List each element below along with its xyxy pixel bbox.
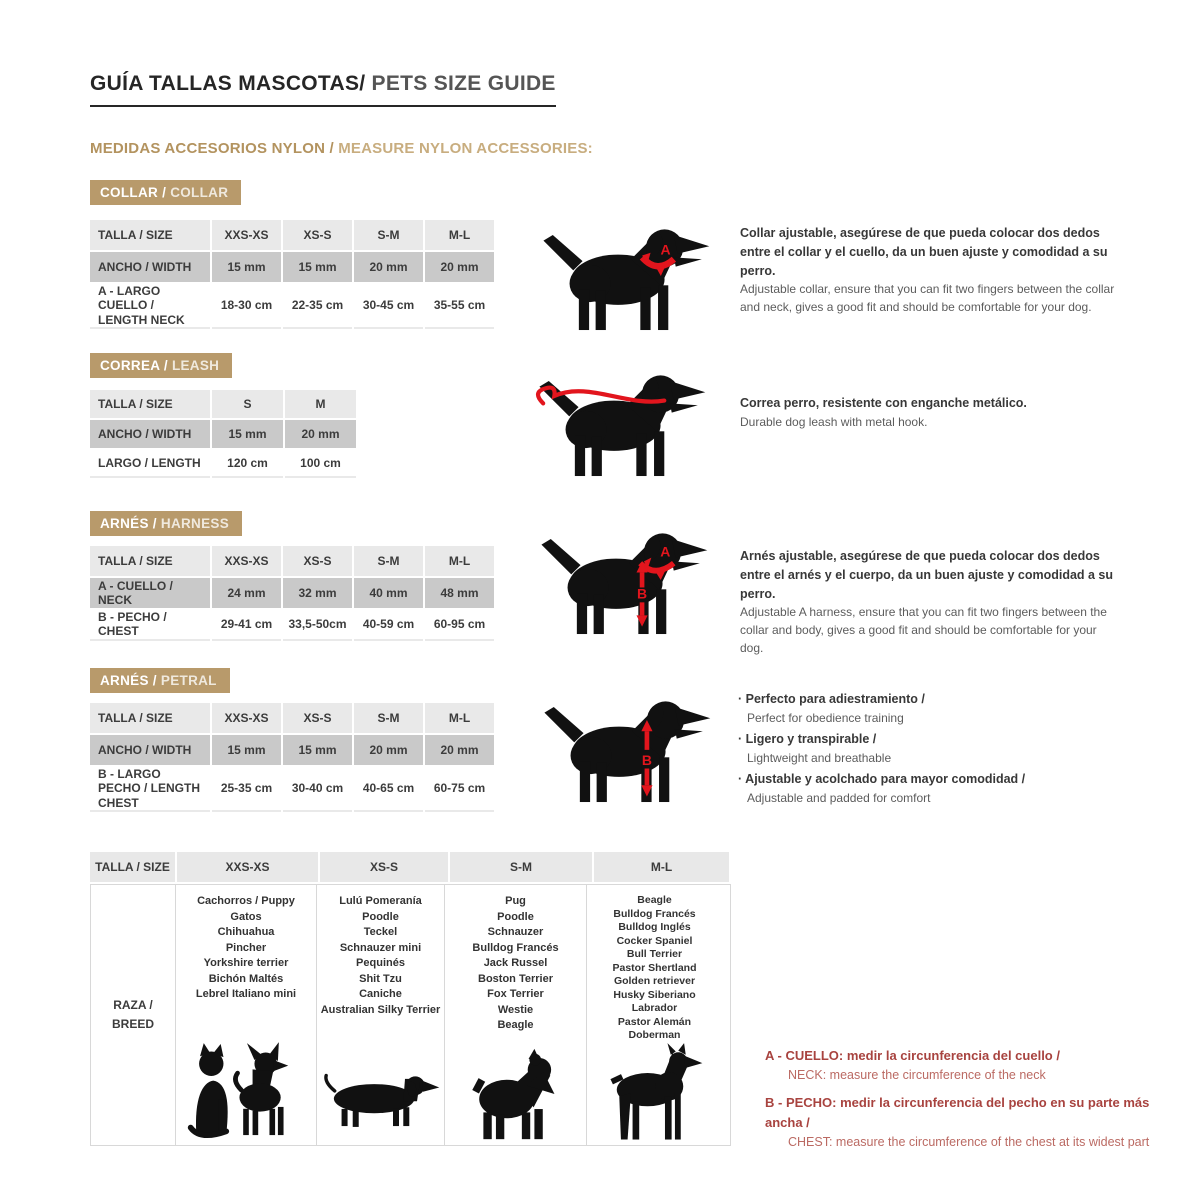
table-cell: 29-41 cm: [212, 610, 281, 641]
breed-item: Lebrel Italiano mini: [195, 988, 297, 1000]
breed-item: Golden retriever: [613, 975, 696, 987]
petral-table-header-row: [90, 703, 494, 733]
collar-section-badge: [90, 180, 241, 205]
breeds-column-m-l: [587, 885, 722, 1145]
harness-description-english: Adjustable A harness, ensure that you can fit two fingers between the collar and body, gives a good fit and should be comfortable for your dog.: [740, 605, 1107, 656]
breed-item: Bulldog Inglés: [618, 921, 691, 933]
table-cell: 32 mm: [283, 578, 352, 608]
note-chest: [765, 1093, 1185, 1153]
feature-item: [738, 730, 1128, 768]
collar-size-table: [90, 220, 494, 331]
breeds-row-label: [91, 885, 176, 1145]
cat-and-chihuahua-icon: [185, 1041, 307, 1140]
note-chest-english: CHEST: measure the circumference of the chest at its widest part: [788, 1134, 1150, 1149]
breed-item: Shit Tzu: [359, 972, 402, 985]
leash-length-row: [90, 450, 356, 478]
breed-item: Bull Terrier: [626, 948, 683, 960]
table-cell: 20 mm: [425, 735, 494, 765]
table-header-cell: XXS-XS: [212, 546, 281, 576]
note-neck-english: NECK: measure the circumference of the neck: [788, 1068, 1046, 1083]
table-header-cell: TALLA / SIZE: [90, 546, 210, 576]
table-cell: 120 cm: [212, 450, 283, 478]
table-cell: 22-35 cm: [283, 284, 352, 329]
harness-neck-row: [90, 578, 494, 608]
table-header-cell: S-M: [354, 220, 423, 250]
table-cell: 33,5-50cm: [283, 610, 352, 641]
marker-letter-b: B: [637, 585, 648, 602]
table-cell: 24 mm: [212, 578, 281, 608]
breed-item: Pincher: [225, 941, 267, 954]
feature-english: Adjustable and padded for comfort: [747, 791, 931, 806]
row-label-cell: ANCHO / WIDTH: [90, 420, 210, 448]
table-cell: 48 mm: [425, 578, 494, 608]
collar-neck-length-row: [90, 284, 494, 329]
table-cell: 15 mm: [212, 252, 281, 282]
dachshund-icon: [321, 1060, 441, 1133]
table-cell: 25-35 cm: [212, 767, 281, 812]
breed-item: Bichón Maltés: [208, 972, 284, 985]
breeds-table-body: [90, 884, 731, 1146]
table-header-cell: XS-S: [283, 703, 352, 733]
row-label-cell: B - LARGO PECHO / LENGTH CHEST: [90, 767, 210, 812]
page-title: [90, 72, 556, 107]
petral-chest-length-row: [90, 767, 494, 812]
table-header-cell: XS-S: [283, 546, 352, 576]
table-header-cell: XS-S: [283, 220, 352, 250]
leash-description-spanish: Correa perro, resistente con enganche metálico.: [740, 396, 1027, 410]
table-header-cell: S-M: [354, 546, 423, 576]
table-cell: 40 mm: [354, 578, 423, 608]
breed-item: Yorkshire terrier: [203, 957, 289, 969]
table-cell: 30-45 cm: [354, 284, 423, 329]
table-cell: 20 mm: [354, 735, 423, 765]
table-header-cell: M-L: [425, 546, 494, 576]
table-header-cell: TALLA / SIZE: [90, 852, 175, 882]
collar-description-english: Adjustable collar, ensure that you can fit two fingers between the collar and neck, gives a good fit and should be comfortable for your dog.: [740, 282, 1115, 315]
note-neck: [765, 1046, 1185, 1086]
breed-item: Chihuahua: [217, 926, 275, 938]
table-header-cell: TALLA / SIZE: [90, 390, 210, 418]
table-header-cell: S: [212, 390, 283, 418]
feature-item: [738, 690, 1128, 728]
table-header-cell: TALLA / SIZE: [90, 220, 210, 250]
table-header-cell: S-M: [450, 852, 592, 882]
row-label-line: BREED: [111, 1017, 154, 1031]
note-chest-spanish: B - PECHO: medir la circunferencia del pecho en su parte más ancha /: [765, 1094, 1150, 1130]
marker-letter-b: B: [641, 751, 652, 768]
table-cell: 15 mm: [283, 735, 352, 765]
table-header-cell: M: [285, 390, 356, 418]
harness-badge-english: HARNESS: [156, 516, 230, 531]
collar-table-header-row: [90, 220, 494, 250]
row-label-cell: ANCHO / WIDTH: [90, 252, 210, 282]
breeds-column-xs-s: [317, 885, 445, 1145]
table-cell: 40-65 cm: [354, 767, 423, 812]
feature-spanish: · Ligero y transpirable /: [738, 730, 1128, 749]
breeds-table-header: [90, 852, 731, 882]
feature-spanish: · Ajustable y acolchado para mayor comodidad /: [738, 770, 1128, 789]
harness-table-header-row: [90, 546, 494, 576]
table-header-cell: M-L: [425, 703, 494, 733]
breeds-table: [90, 852, 731, 1146]
breed-item: Husky Siberiano: [613, 988, 696, 1001]
collar-description-spanish: Collar ajustable, asegúrese de que pueda colocar dos dedos entre el collar y el cuello, da un buen ajuste y comodidad a su perro.: [740, 226, 1108, 278]
collar-badge-spanish: COLLAR /: [100, 185, 167, 200]
page-title-spanish: GUÍA TALLAS MASCOTAS/: [90, 72, 366, 95]
breed-item: Bulldog Francés: [613, 907, 696, 920]
table-header-cell: S-M: [354, 703, 423, 733]
table-cell: 60-95 cm: [425, 610, 494, 641]
table-cell: 18-30 cm: [212, 284, 281, 329]
leash-table-header-row: [90, 390, 356, 418]
petral-section-badge: [90, 668, 230, 693]
breed-item: Pug: [505, 895, 526, 907]
breed-item: Gatos: [230, 910, 262, 923]
table-header-cell: XXS-XS: [212, 703, 281, 733]
breeds-column-s-m: [445, 885, 587, 1145]
breed-item: Poodle: [362, 910, 399, 923]
harness-description: [740, 547, 1120, 657]
leash-description: [740, 394, 1120, 431]
row-label-cell: A - CUELLO / NECK: [90, 578, 210, 608]
breed-item: Schnauzer mini: [339, 941, 422, 954]
table-cell: 35-55 cm: [425, 284, 494, 329]
feature-english: Lightweight and breathable: [747, 751, 892, 766]
row-label-cell: ANCHO / WIDTH: [90, 735, 210, 765]
breed-item: Beagle: [637, 894, 672, 906]
table-cell: 20 mm: [425, 252, 494, 282]
table-cell: 15 mm: [283, 252, 352, 282]
harness-description-spanish: Arnés ajustable, asegúrese de que pueda colocar dos dedos entre el arnés y el cuerpo, da un buen ajuste y comodidad a su perro.: [740, 549, 1114, 601]
harness-badge-spanish: ARNÉS /: [100, 516, 157, 531]
collar-width-row: [90, 252, 494, 282]
breed-item: Bulldog Francés: [472, 941, 559, 954]
row-label-line: RAZA /: [113, 997, 153, 1012]
breed-item: Pequinés: [356, 957, 405, 969]
note-neck-spanish: A - CUELLO: medir la circunferencia del cuello /: [765, 1048, 1060, 1063]
harness-section-badge: [90, 511, 242, 536]
collar-description: [740, 224, 1120, 316]
doberman-icon: [601, 1043, 709, 1143]
table-cell: 30-40 cm: [283, 767, 352, 812]
page-subtitle-english: MEASURE NYLON ACCESSORIES:: [333, 140, 593, 157]
harness-chest-row: [90, 610, 494, 641]
table-cell: 60-75 cm: [425, 767, 494, 812]
table-header-cell: M-L: [425, 220, 494, 250]
breed-item: Jack Russel: [483, 957, 548, 969]
breed-item: Westie: [497, 1003, 534, 1016]
petral-size-table: [90, 703, 494, 814]
schnauzer-icon: [470, 1047, 562, 1141]
breed-item: Labrador: [631, 1002, 678, 1014]
marker-letter-a: A: [660, 543, 671, 560]
feature-spanish: · Perfecto para adiestramiento /: [738, 690, 1128, 709]
petral-badge-english: PETRAL: [156, 673, 217, 688]
dog-leash-illustration: [532, 366, 709, 478]
leash-description-english: Durable dog leash with metal hook.: [740, 414, 928, 429]
petral-badge-spanish: ARNÉS /: [100, 673, 157, 688]
leash-badge-english: LEASH: [167, 358, 220, 373]
petral-feature-list: [738, 690, 1128, 810]
page-title-english: PETS SIZE GUIDE: [365, 72, 556, 95]
leash-size-table: [90, 390, 356, 480]
breed-item: Doberman: [628, 1029, 681, 1041]
breeds-column-xxs-xs: [176, 885, 317, 1145]
dog-harness-illustration: [534, 524, 711, 636]
table-cell: 100 cm: [285, 450, 356, 478]
table-cell: 40-59 cm: [354, 610, 423, 641]
row-label-cell: B - PECHO / CHEST: [90, 610, 210, 641]
breed-item: Teckel: [363, 926, 398, 938]
feature-english: Perfect for obedience training: [747, 711, 904, 726]
breed-item: Pastor Shertland: [612, 961, 697, 974]
page-subtitle-spanish: MEDIDAS ACCESORIOS NYLON /: [90, 140, 334, 157]
breed-item: Beagle: [497, 1019, 534, 1031]
feature-item: [738, 770, 1128, 808]
breed-item: Schnauzer: [487, 926, 544, 938]
table-header-cell: XS-S: [320, 852, 448, 882]
row-label-cell: LARGO / LENGTH: [90, 450, 210, 478]
leash-section-badge: [90, 353, 232, 378]
page-subtitle: [90, 140, 593, 157]
table-cell: 20 mm: [285, 420, 356, 448]
leash-width-row: [90, 420, 356, 448]
marker-letter-a: A: [660, 241, 671, 258]
table-cell: 15 mm: [212, 420, 283, 448]
table-header-cell: XXS-XS: [177, 852, 318, 882]
breed-item: Australian Silky Terrier: [320, 1003, 441, 1016]
breed-item: Lulú Pomeranía: [339, 895, 422, 907]
harness-size-table: [90, 546, 494, 643]
petral-width-row: [90, 735, 494, 765]
table-cell: 20 mm: [354, 252, 423, 282]
breed-item: Fox Terrier: [487, 988, 544, 1000]
table-header-cell: M-L: [594, 852, 729, 882]
dog-collar-illustration: [536, 220, 713, 332]
breed-item: Pastor Alemán: [617, 1015, 692, 1028]
breed-item: Caniche: [359, 988, 402, 1000]
dog-petral-illustration: [537, 692, 714, 804]
row-label-cell: A - LARGO CUELLO / LENGTH NECK: [90, 284, 210, 329]
breed-item: Poodle: [497, 910, 534, 923]
measuring-notes: [765, 1046, 1185, 1159]
table-header-cell: XXS-XS: [212, 220, 281, 250]
table-header-cell: TALLA / SIZE: [90, 703, 210, 733]
breed-item: Cocker Spaniel: [616, 934, 693, 947]
table-cell: 15 mm: [212, 735, 281, 765]
breed-item: Boston Terrier: [478, 972, 553, 985]
leash-badge-spanish: CORREA /: [100, 358, 168, 373]
collar-badge-english: COLLAR: [166, 185, 229, 200]
breed-item: Cachorros / Puppy: [197, 895, 295, 907]
